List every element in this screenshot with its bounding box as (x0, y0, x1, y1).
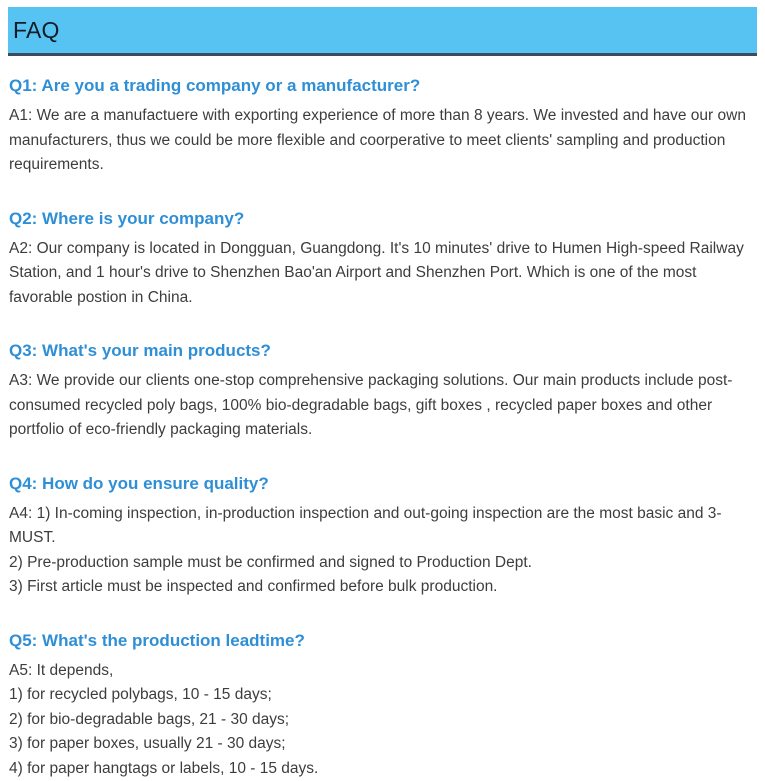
faq-item-q3 (8, 340, 757, 443)
faq-section-title: FAQ (13, 17, 60, 44)
faq-question: Q4: How do you ensure quality? (9, 473, 757, 494)
faq-answer-line: A1: We are a manufactuere with exporting experience of more than 8 years. We invested and have our own manufacturers, thus we could be more flexible and coorperative to meet clients' sampling and production requirements. (9, 104, 757, 178)
faq-answer-line: A4: 1) In-coming inspection, in-production inspection and out-going inspection are the most basic and 3-MUST. (9, 502, 757, 551)
faq-answer-line: 3) for paper boxes, usually 21 - 30 days; (9, 732, 757, 757)
faq-question: Q1: Are you a trading company or a manufacturer? (9, 75, 757, 96)
faq-list (8, 56, 757, 781)
faq-section-header (8, 7, 757, 56)
faq-answer-line: 1) for recycled polybags, 10 - 15 days; (9, 683, 757, 708)
faq-answer-line: A3: We provide our clients one-stop comprehensive packaging solutions. Our main products include post-consumed recycled poly bags, 100% bio-degradable bags, gift boxes , recycled paper boxes and other portfolio of eco-friendly packaging materials. (9, 369, 757, 443)
faq-answer-line: 4) for paper hangtags or labels, 10 - 15 days. (9, 757, 757, 781)
faq-answer-line: 3) First article must be inspected and confirmed before bulk production. (9, 575, 757, 600)
faq-page (0, 7, 765, 755)
faq-answer-line: 2) for bio-degradable bags, 21 - 30 days; (9, 708, 757, 733)
faq-answer-line: A5: It depends, (9, 659, 757, 684)
faq-answer-line: A2: Our company is located in Dongguan, Guangdong. It's 10 minutes' drive to Humen High-speed Railway Station, and 1 hour's drive to Shenzhen Bao'an Airport and Shenzhen Port. Which is one of the most favorable postion in China. (9, 237, 757, 311)
faq-answer-line: 2) Pre-production sample must be confirmed and signed to Production Dept. (9, 551, 757, 576)
faq-question: Q5: What's the production leadtime? (9, 630, 757, 651)
faq-question: Q2: Where is your company? (9, 208, 757, 229)
faq-item-q1 (8, 75, 757, 178)
faq-item-q2 (8, 208, 757, 311)
faq-item-q5 (8, 630, 757, 781)
faq-question: Q3: What's your main products? (9, 340, 757, 361)
faq-item-q4 (8, 473, 757, 600)
